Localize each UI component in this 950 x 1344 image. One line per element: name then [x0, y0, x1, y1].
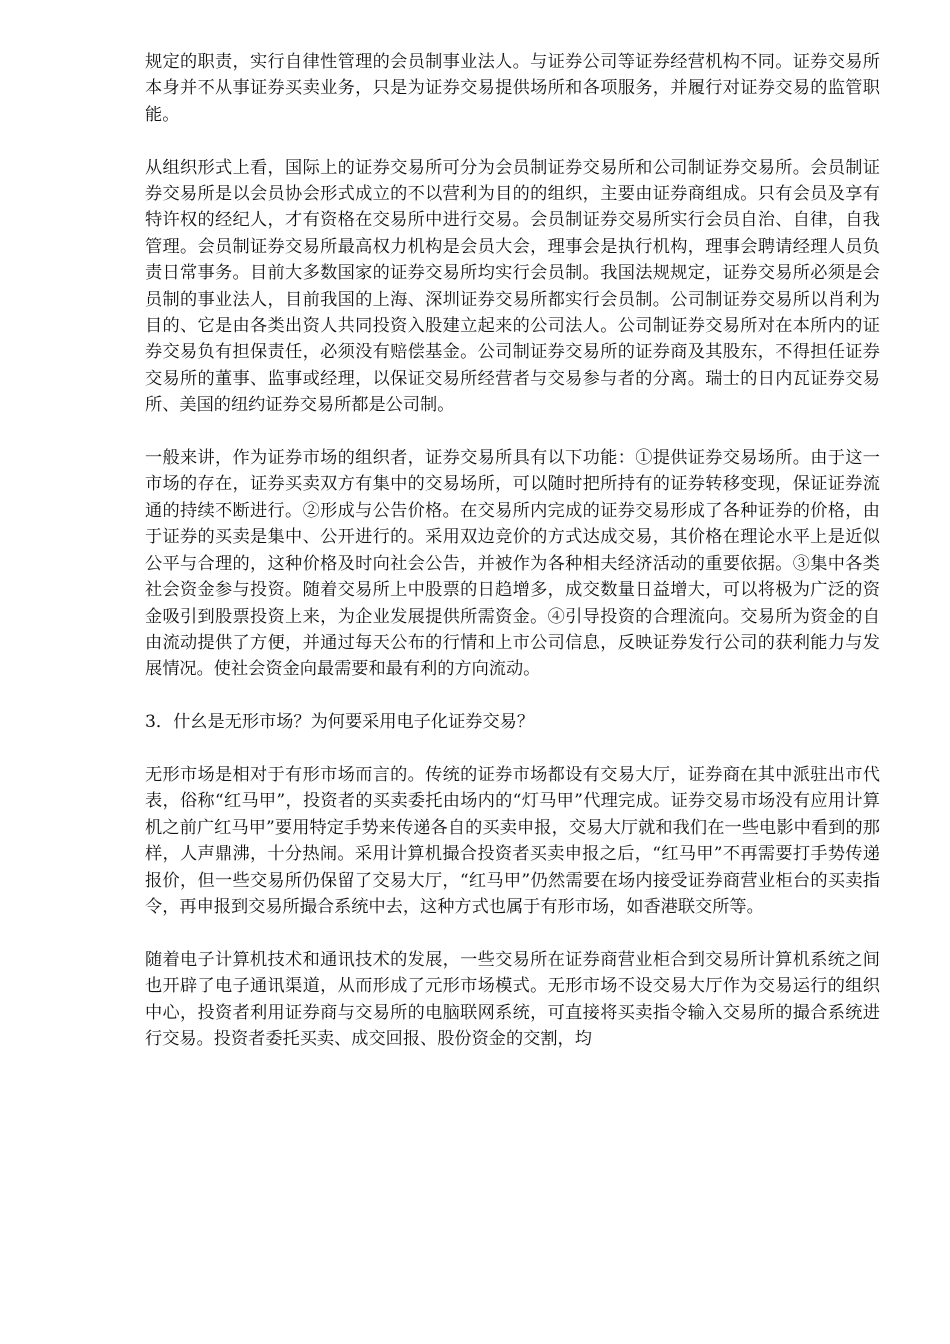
paragraph-exchange-duties: 规定的职责，实行自律性管理的会员制事业法人。与证券公司等证券经营机构不同。证券交易所本身并不从事证券买卖业务，只是为证券交易提供场所和各项服务，并履行对证券交易的监管职能。 — [145, 52, 880, 125]
paragraph-exchange-functions: 一般来讲，作为证券市场的组织者，证券交易所具有以下功能：①提供证券交易场所。由于这一市场的存在，证券买卖双方有集中的交易场所，可以随时把所持有的证券转移变现，保证证券流通的持续不断进行。②形成与公告价格。在交易所内完成的证券交易形成了各种证券的价格，由于证券的买卖是集中、公开进行的。采用双边竞价的方式达成交易，其价格在理论水平上是近似公平与合理的，这种价格及时向社会公告，并被作为各种相夫经济活动的重要依据。③集中各类社会资金参与投资。随着交易所上中股票的日趋增多，成交数量日益增大，可以将极为广泛的资金吸引到股票投资上来，为企业发展提供所需资金。④引导投资的合理流向。交易所为资金的自由流动提供了方便，并通过每天公布的行情和上市公司信息，反映证券发行公司的获利能力与发展情况。使社会资金向最需要和最有利的方向流动。 — [145, 448, 880, 680]
document-body — [145, 49, 880, 1079]
paragraph-organization-forms: 从组织形式上看，国际上的证券交易所可分为会员制证券交易所和公司制证券交易所。会员制证券交易所是以会员协会形式成立的不以营利为目的的组织，主要由证券商组成。只有会员及享有特许权的经纪人，才有资格在交易所中进行交易。会员制证券交易所实行会员自治、自律，自我管理。会员制证券交易所最高权力机构是会员大会，理事会是执行机构，理事会聘请经理人员负责日常事务。目前大多数国家的证券交易所均实行会员制。我国法规规定，证券交易所必须是会员制的事业法人，目前我国的上海、深圳证券交易所都实行会员制。公司制证券交易所以肖利为目的、它是由各类出资人共同投资入股建立起来的公司法人。公司制证券交易所对在本所内的证券交易负有担保责任，必须没有赔偿基金。公司制证券交易所的证券商及其股东，不得担任证券交易所的董事、监事或经理，以保证交易所经营者与交易参与者的分离。瑞士的日内瓦证券交易所、美国的纽约证券交易所都是公司制。 — [145, 157, 880, 416]
paragraph-electronic-trading: 随着电子计算机技术和通讯技术的发展，一些交易所在证券商营业柜合到交易所计算机系统之间也开辟了电子通讯渠道，从而形成了元形市场模式。无形市场不设交易大厅作为交易运行的组织中心，投资者利用证券商与交易所的电脑联网系统，可直接将买卖指令输入交易所的撮合系统进行交易。投资者委托买卖、成交回报、股份资金的交割，均 — [145, 949, 880, 1049]
question-heading: 3．什幺是无形市场？为何要采用电子化证券交易？ — [145, 712, 535, 733]
paragraph-intangible-market: 无形市场是相对于有形市场而言的。传统的证券市场都设有交易大厅，证券商在其中派驻出市代表，俗称“红马甲”，投资者的买卖委托由场内的“灯马甲”代理完成。证券交易市场没有应用计算机之前广红马甲”要用特定手势来传递各自的买卖申报，交易大厅就和我们在一些电影中看到的那样，人声鼎沸，十分热闹。采用计算机撮合投资者买卖申报之后，“红马甲”不再需要打手势传递报价，但一些交易所仍保留了交易大厅，“红马甲”仍然需要在场内接受证券商营业柜台的买卖指令，再申报到交易所撮合系统中去，这种方式也属于有形市场，如香港联交所等。 — [145, 764, 880, 917]
